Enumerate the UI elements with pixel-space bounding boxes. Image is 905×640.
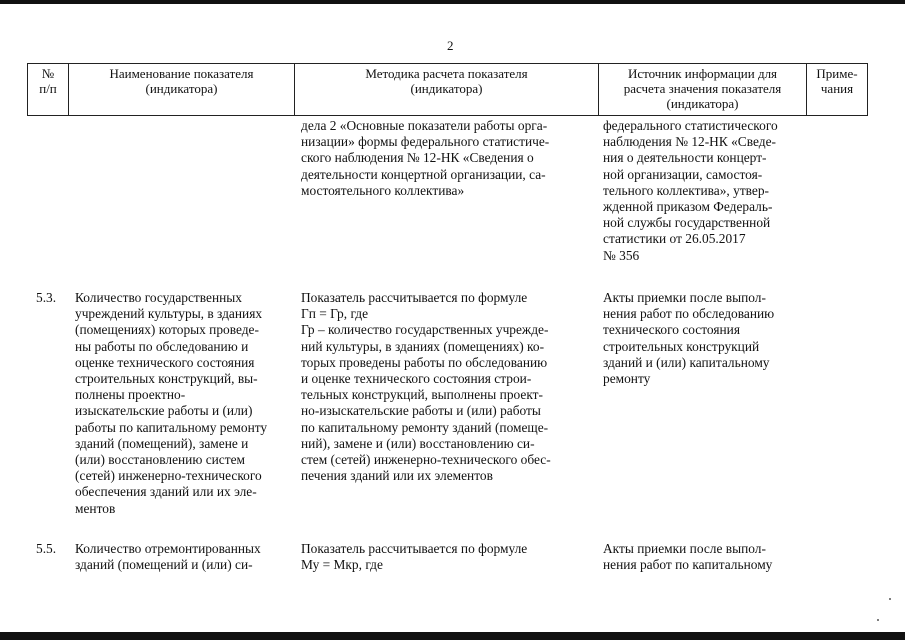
scan-speck (877, 619, 879, 621)
scan-speck (889, 598, 891, 600)
row-name: Количество государственных учреждений культуры, в зданиях (помещениях) которых проведе- ны работы по обследованию и оценке технического состояния строительных конструкций, вы- полнены проектно- изыскательские работы и (или) работы по капитальному ремонту зданий (помещений), замене и (или) восстановлению систем (сетей) инженерно-технического обеспечения зданий или их эле- ментов (75, 290, 268, 516)
header-num: № п/п (39, 66, 57, 96)
row-number: 5.5. (36, 541, 57, 556)
page-number: 2 (447, 38, 454, 53)
row-name: Количество отремонтированных зданий (помещений и (или) си- (75, 541, 261, 573)
row-number: 5.3. (36, 290, 57, 305)
row-source: федерального статистического наблюдения № 12-НК «Сведе- ния о деятельности концерт- ной организации, самостоя- тельного коллектива», утвер- жденной приказом Федераль- ной службы государственной статистики от 26.05.2017 № 356 (603, 118, 778, 263)
row-source: Акты приемки после выпол- нения работ по капитальному (603, 541, 773, 573)
top-border (0, 0, 905, 4)
row-method: Показатель рассчитывается по формуле Му = Мкр, где (301, 541, 528, 573)
header-top-border (27, 63, 868, 64)
header-bottom-border (27, 115, 868, 116)
row-method: дела 2 «Основные показатели работы орга- низации» формы федерального статистиче- ского наблюдения № 12-НК «Сведения о деятельности концертной организации, са- мостоятельного коллектива» (301, 118, 550, 198)
header-method: Методика расчета показателя (индикатора) (365, 66, 528, 96)
col-divider (867, 63, 868, 116)
row-source: Акты приемки после выпол- нения работ по обследованию технического состояния строительных конструкций зданий и (или) капитальному ремонту (603, 290, 775, 387)
header-name: Наименование показателя (индикатора) (109, 66, 254, 96)
header-source: Источник информации для расчета значения показателя (индикатора) (623, 66, 782, 111)
header-notes: Приме- чания (816, 66, 858, 96)
bottom-border (0, 632, 905, 640)
row-method: Показатель рассчитывается по формуле Гп = Гр, где Гр – количество государственных учрежде- ний культуры, в зданиях (помещениях) ко- торых проведены работы по обследованию и оценке технического состояния строи- тельных конструкций, выполнены проект- но-изыскательские работы и (или) работы по капитальному ремонту зданий (помеще- ний), замене и (или) восстановлению си- стем (сетей) инженерно-технического обес- печения зданий или их элементов (301, 290, 551, 484)
